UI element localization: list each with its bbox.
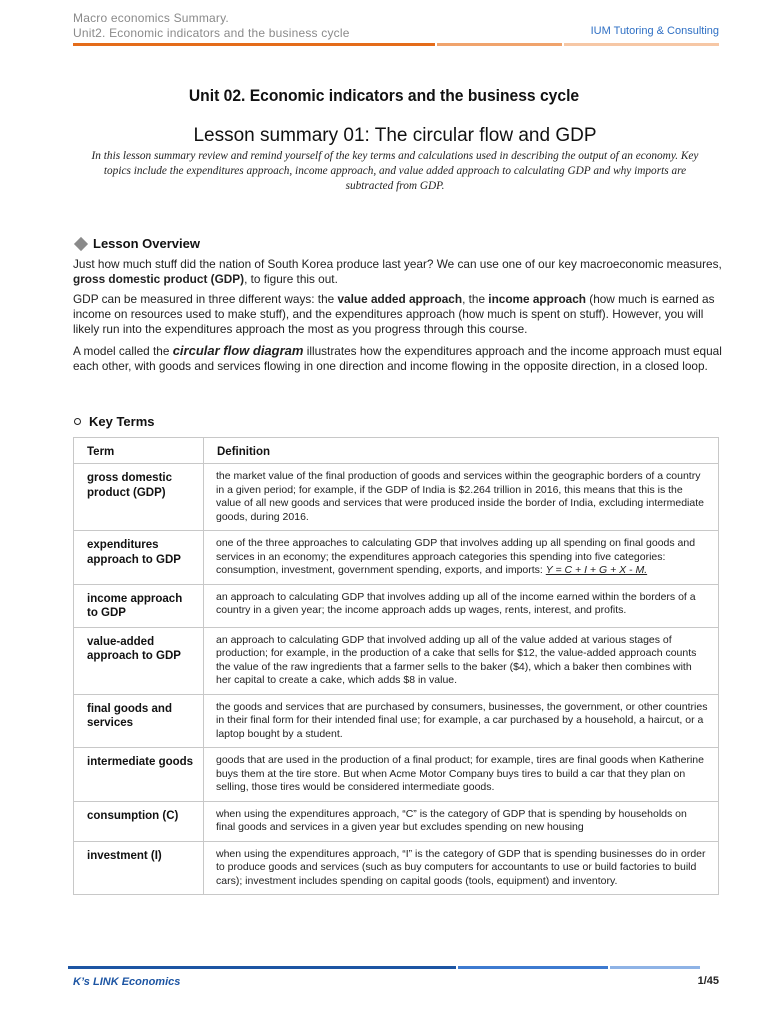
circle-bullet-icon [74, 418, 81, 425]
table-header-row [74, 438, 719, 464]
lesson-title: Lesson summary 01: The circular flow and GDP [193, 125, 597, 146]
definition-cell: the goods and services that are purchased by consumers, businesses, the government, or other countries in their final form for their intended final use; for example, a car purchased by a household, a haircut, or a laptop bought by a student. [204, 694, 719, 748]
footer-rule-light [610, 966, 700, 969]
lesson-intro: In this lesson summary review and remind yourself of the key terms and calculations used in describing the output of an economy. Key topics include the expenditures approach, income approach, and value added approach to calculating GDP and why imports are subtracted from GDP. [91, 150, 699, 192]
term-cell: final goods and services [74, 694, 204, 748]
overview-paragraph-1: Just how much stuff did the nation of South Korea produce last year? We can use one of our key macroeconomic measures, gross domestic product (GDP), to figure this out. [73, 257, 722, 286]
term-cell: intermediate goods [74, 748, 204, 802]
table-row [74, 801, 719, 841]
column-header-term: Term [74, 438, 204, 464]
header-line-1: Macro economics Summary. [73, 11, 229, 25]
term-income-highlight: income approach [488, 292, 586, 306]
key-terms-heading [73, 414, 155, 429]
definition-cell: one of the three approaches to calculating GDP that involves adding up all spending on final goods and services in an economy; the expenditures approach categories this spending into five categories: consumption, investment, government spending, exports, and imports: Y = C + I + G + X - M. [204, 531, 719, 585]
definition-cell: an approach to calculating GDP that involved adding up all of the value added at various stages of production; for example, in the production of a cake that sells for $12, the value-added approach counts the value of the raw ingredients that a farmer sells to the baker ($4), which a baker then combines with her capital to create a cake, which adds $8 in value. [204, 627, 719, 694]
table-row [74, 464, 719, 531]
lesson-overview-label: Lesson Overview [93, 236, 200, 251]
table-row [74, 584, 719, 627]
header-brand: IUM Tutoring & Consulting [590, 25, 719, 37]
definition-cell: the market value of the final production of goods and services within the geographic borders of a country in a given period; for example, if the GDP of India is $2.264 trillion in 2016, this means that this is the value of all new goods and services that were produced inside the border of India, excluding intermediate goods, during 2016. [204, 464, 719, 531]
lesson-overview-heading [73, 236, 200, 251]
key-terms-table [73, 437, 719, 895]
term-cell: expenditures approach to GDP [74, 531, 204, 585]
term-cell: income approach to GDP [74, 584, 204, 627]
diamond-bullet-icon [74, 236, 88, 250]
table-row [74, 531, 719, 585]
header-rule-light [437, 43, 562, 46]
overview-paragraph-2: GDP can be measured in three different ways: the value added approach, the income approach (how much is earned as income on resources used to make stuff), and the expenditures approach (how much is spent on stuff). However, you will likely run into the expenditures approach the most as you progress through this course. [73, 292, 715, 336]
key-terms-label: Key Terms [89, 414, 155, 429]
term-gdp-highlight: gross domestic product (GDP) [73, 272, 245, 286]
page-header [73, 11, 719, 45]
header-line-2: Unit2. Economic indicators and the business cycle [73, 26, 350, 40]
term-cell: consumption (C) [74, 801, 204, 841]
definition-cell: when using the expenditures approach, “C” is the category of GDP that is spending by households on final goods and services in a given year but excludes spending on new housing [204, 801, 719, 841]
footer-rule-mid [458, 966, 608, 969]
footer-publisher: K’s LINK Economics [73, 976, 181, 988]
term-cell: gross domestic product (GDP) [74, 464, 204, 531]
gdp-formula: Y = C + I + G + X - M. [545, 564, 648, 576]
table-row [74, 841, 719, 895]
header-subject [73, 11, 350, 41]
column-header-definition: Definition [204, 438, 719, 464]
footer-rule [68, 966, 456, 969]
definition-cell: goods that are used in the production of a final product; for example, tires are final goods when Katherine buys them at the tire store. But when Acme Motor Company buys tires to build a car that they plan on selling, those tires would be considered intermediate goods. [204, 748, 719, 802]
table-row [74, 694, 719, 748]
definition-cell: an approach to calculating GDP that involves adding up all of the income earned within the borders of a country in a given year; the income approach adds up wages, rents, interest, and profits. [204, 584, 719, 627]
term-circular-flow-highlight: circular flow diagram [172, 343, 304, 358]
definition-cell: when using the expenditures approach, “I” is the category of GDP that is spending businesses do in order to produce goods and services (such as buy computers for accountants to use or build factories to build cars); investment includes spending on capital goods (tools, equipment) and inventory. [204, 841, 719, 895]
unit-title: Unit 02. Economic indicators and the business cycle [188, 86, 580, 105]
header-rule [73, 43, 435, 46]
table-row [74, 627, 719, 694]
term-cell: investment (I) [74, 841, 204, 895]
term-value-added-highlight: value added approach [337, 292, 463, 306]
table-row [74, 748, 719, 802]
term-cell: value-added approach to GDP [74, 627, 204, 694]
page-number: 1/45 [697, 975, 719, 987]
overview-paragraph-3: A model called the circular flow diagram illustrates how the expenditures approach and the income approach must equal each other, with goods and services flowing in one direction and income flowing in the opposite direction, in a closed loop. [73, 343, 722, 373]
header-rule-lighter [564, 43, 719, 46]
